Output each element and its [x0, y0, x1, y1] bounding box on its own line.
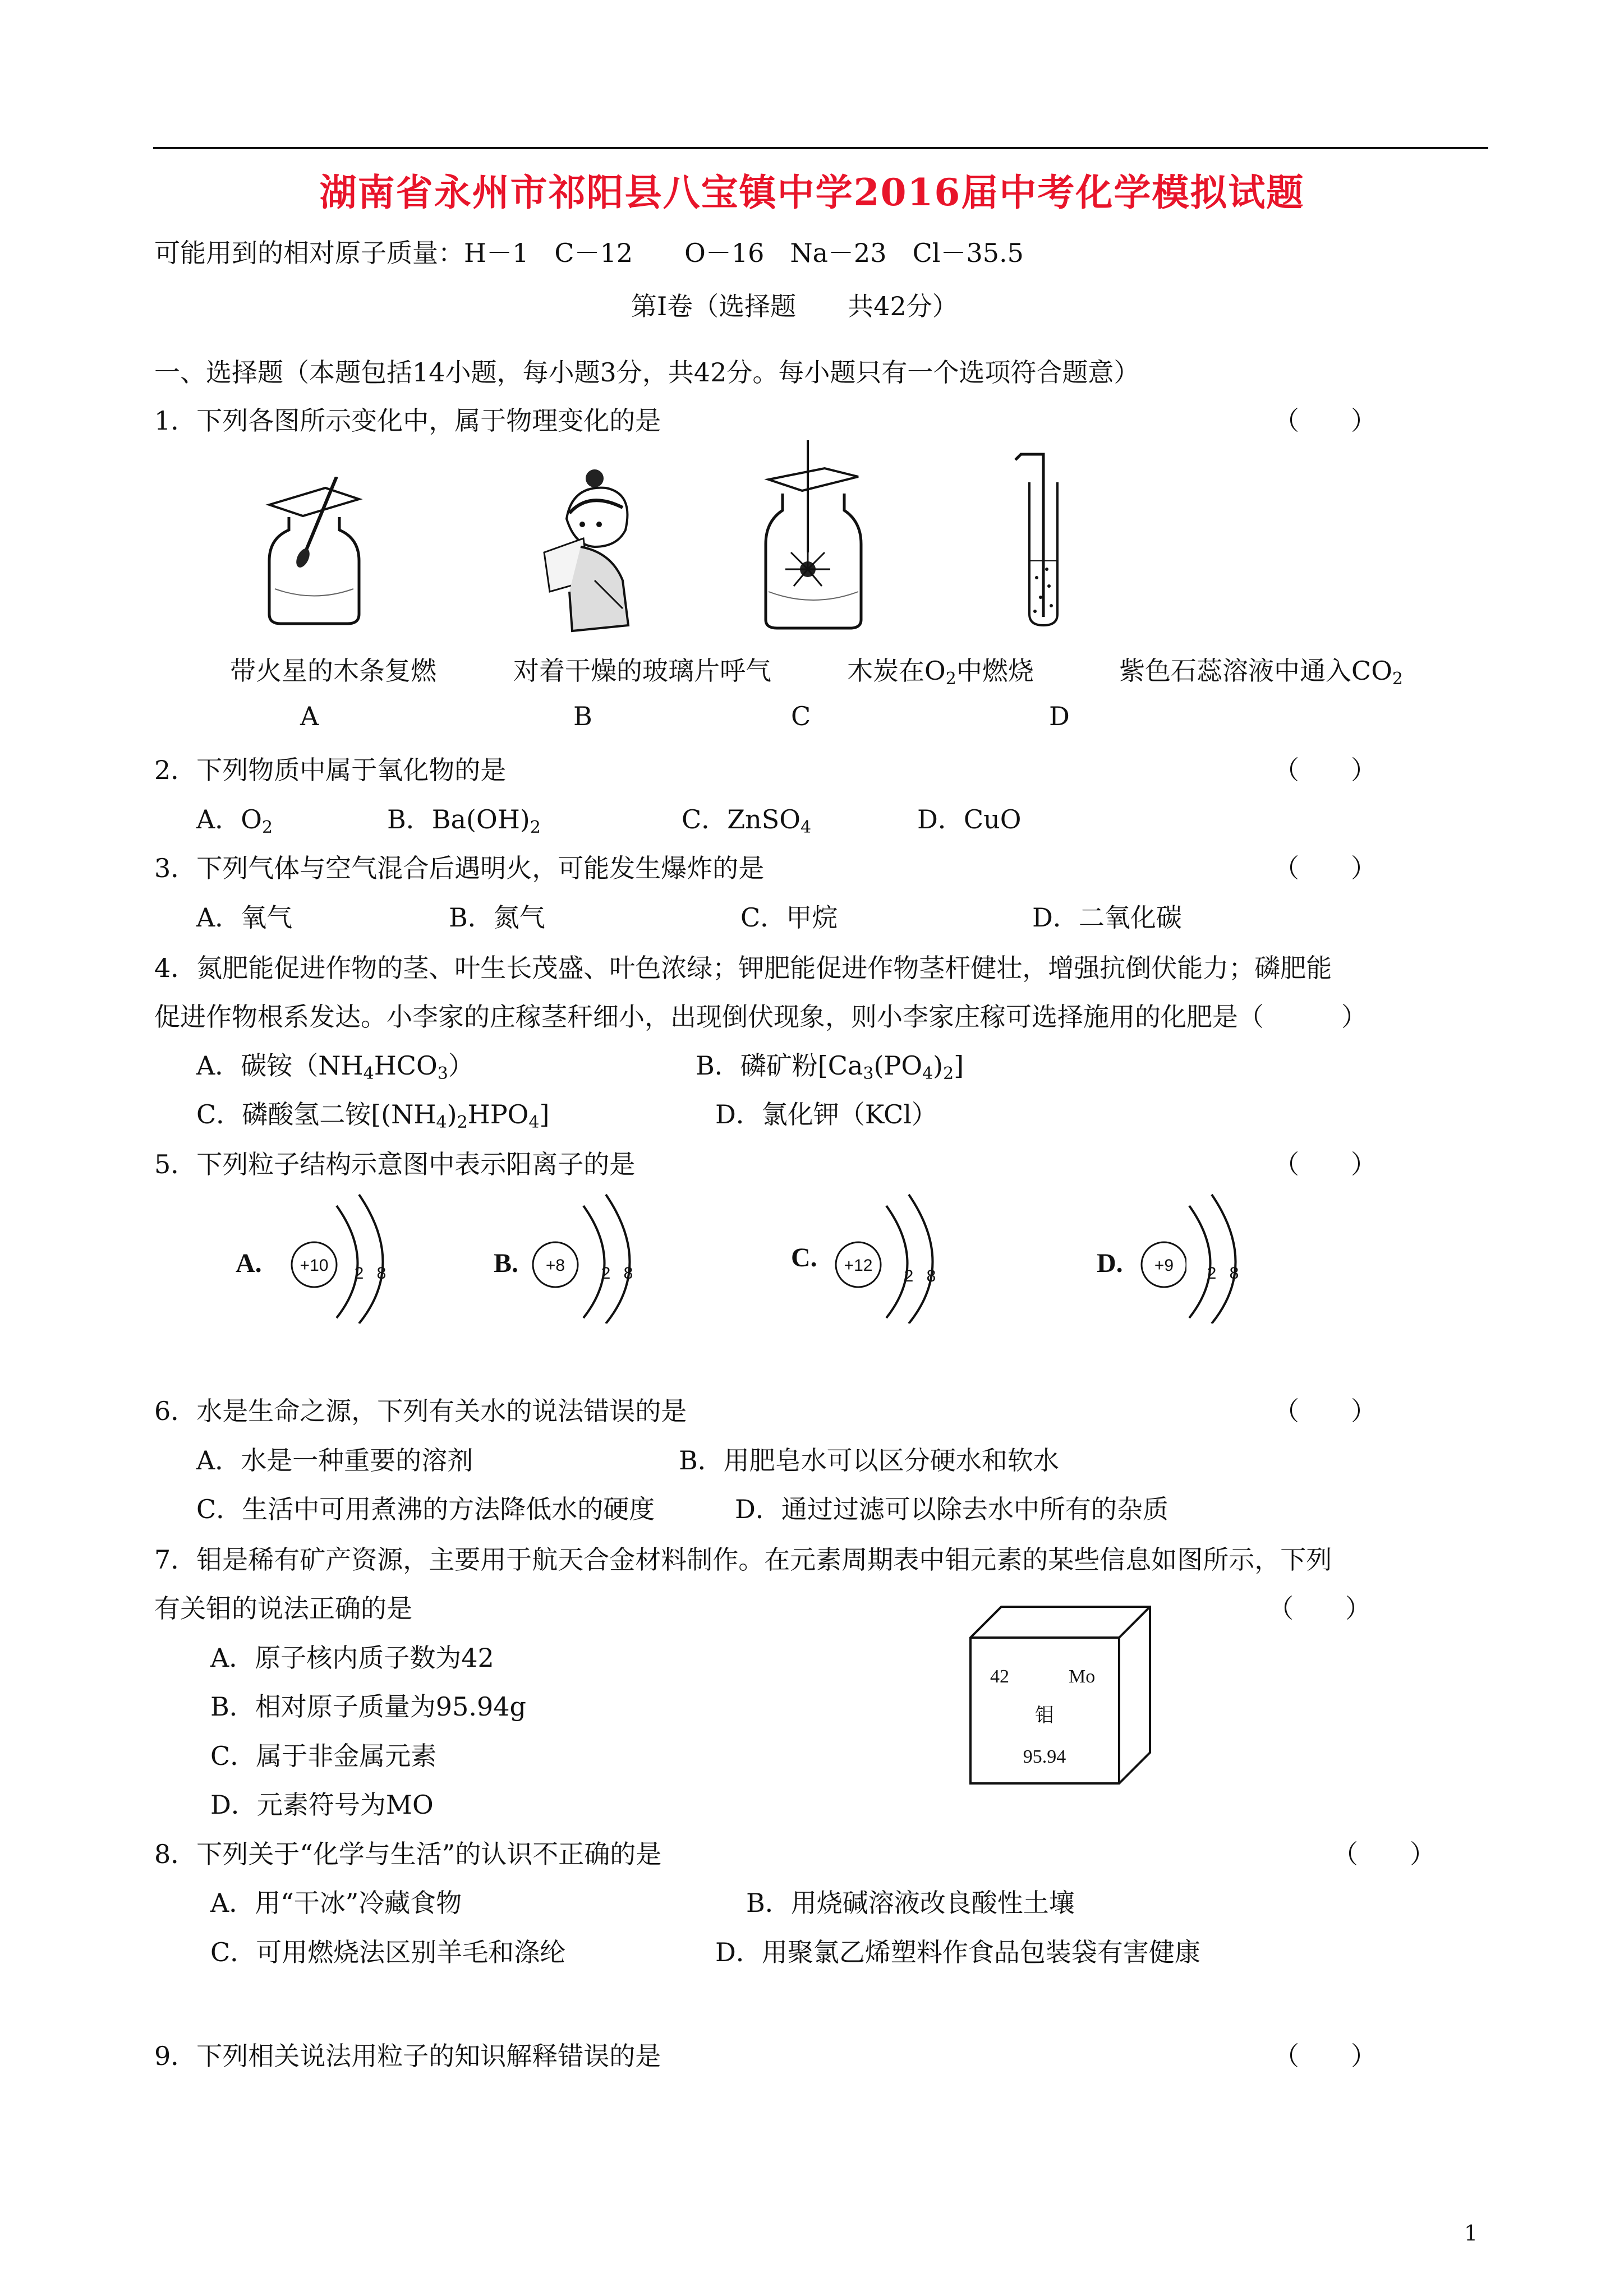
page-title: 湖南省永州市祁阳县八宝镇中学2016届中考化学模拟试题	[319, 170, 1305, 214]
svg-text:2: 2	[904, 1267, 914, 1285]
q6-option-d: D．通过过滤可以除去水中所有的杂质	[735, 1494, 1168, 1524]
q5-stem: 5．下列粒子结构示意图中表示阳离子的是	[154, 1149, 636, 1179]
q7-option-a: A．原子核内质子数为42	[210, 1643, 494, 1673]
svg-text:2: 2	[354, 1264, 364, 1283]
q4-option-b: B．磷矿粉$[Ca_3(PO_4)_2]$	[696, 1050, 964, 1084]
svg-text:D.: D.	[1097, 1248, 1123, 1278]
q5-atom-c-shells	[881, 1189, 954, 1324]
q1-caption-a: 带火星的木条复燃	[230, 656, 436, 686]
q5-answer-paren: （ ）	[1273, 1149, 1377, 1179]
q3-option-c: C．甲烷	[740, 902, 838, 933]
svg-text:C.: C.	[791, 1243, 817, 1273]
q3-option-d: D．二氧化碳	[1032, 902, 1182, 933]
svg-text:+9: +9	[1154, 1256, 1174, 1275]
q4-option-d: D．氯化钾（KCl）	[715, 1099, 937, 1129]
svg-text:+8: +8	[545, 1256, 565, 1275]
q5-atom-d-shells	[1184, 1189, 1257, 1324]
svg-text:Mo: Mo	[1069, 1666, 1096, 1687]
q8-option-b: B．用烧碱溶液改良酸性土壤	[746, 1888, 1075, 1918]
svg-text:+10: +10	[300, 1256, 329, 1275]
q1-stem: 1．下列各图所示变化中，属于物理变化的是	[154, 405, 661, 436]
q1-letter-a: A	[300, 701, 319, 731]
q1-caption-c: 木炭在$O_2$中燃烧	[847, 656, 1034, 689]
q6-answer-paren: （ ）	[1273, 1396, 1377, 1426]
q7-stem-line2: 有关钼的说法正确的是	[154, 1593, 412, 1624]
q7-option-d: D．元素符号为MO	[210, 1790, 434, 1820]
q7-option-c: C．属于非金属元素	[210, 1741, 437, 1771]
q2-option-a: A．$O_2$	[196, 804, 273, 837]
q8-option-a: A．用“干冰”冷藏食物	[210, 1888, 462, 1918]
svg-text:8: 8	[623, 1264, 633, 1283]
q8-option-c: C．可用燃烧法区别羊毛和涤纶	[210, 1937, 566, 1967]
q1-answer-paren: （ ）	[1273, 405, 1377, 436]
q6-option-c: C．生活中可用煮沸的方法降低水的硬度	[196, 1494, 655, 1524]
q8-answer-paren: （ ）	[1332, 1839, 1436, 1869]
q2-answer-paren: （ ）	[1273, 755, 1377, 785]
svg-text:8: 8	[376, 1264, 387, 1283]
q8-stem: 8．下列关于“化学与生活”的认识不正确的是	[154, 1839, 662, 1869]
q5-atom-d	[1097, 1189, 1186, 1324]
q6-option-a: A．水是一种重要的溶剂	[196, 1445, 473, 1476]
q5-atom-b	[494, 1189, 583, 1324]
svg-text:2: 2	[1207, 1264, 1217, 1283]
q3-option-a: A．氧气	[196, 902, 293, 933]
q4-stem-line2: 促进作物根系发达。小李家的庄稼茎秆细小，出现倒伏现象，则小李家庄稼可选择施用的化肥是（ ）	[154, 1002, 1367, 1032]
q7-answer-paren: （ ）	[1268, 1593, 1371, 1624]
svg-text:2: 2	[601, 1264, 611, 1283]
q1-letter-c: C	[791, 701, 811, 731]
svg-text:8: 8	[926, 1267, 936, 1285]
q4-stem-line1: 4．氮肥能促进作物的茎、叶生长茂盛、叶色浓绿；钾肥能促进作物茎杆健壮，增强抗倒伏能力；磷肥能	[154, 953, 1332, 983]
q1-caption-d: 紫色石蕊溶液中通入$CO_2$	[1119, 656, 1404, 689]
q2-option-b: B．$Ba(OH)_2$	[387, 804, 541, 837]
q8-option-d: D．用聚氯乙烯塑料作食品包装袋有害健康	[715, 1937, 1200, 1967]
q5-atom-b-shells	[578, 1189, 651, 1324]
q9-answer-paren: （ ）	[1273, 2041, 1377, 2071]
q3-answer-paren: （ ）	[1273, 853, 1377, 883]
q2-stem: 2．下列物质中属于氧化物的是	[154, 755, 507, 785]
q9-stem: 9．下列相关说法用粒子的知识解释错误的是	[154, 2041, 661, 2071]
q5-atom-c	[791, 1183, 886, 1318]
q1-caption-b: 对着干燥的玻璃片呼气	[513, 656, 771, 686]
header-rule	[153, 147, 1488, 149]
svg-text:8: 8	[1229, 1264, 1239, 1283]
q7-option-b: B．相对原子质量为95.94g	[210, 1691, 526, 1722]
svg-text:钼: 钼	[1035, 1705, 1054, 1726]
q5-atom-a-shells	[331, 1189, 404, 1324]
q2-option-d: D．CuO	[917, 804, 1022, 835]
q4-option-c: C．磷酸氢二铵$[(NH_4)_2HPO_4]$	[196, 1099, 550, 1132]
part-one-intro: 一、选择题（本题包括14小题，每小题3分，共42分。每小题只有一个选项符合题意）	[154, 357, 1140, 388]
q7-stem-line1: 7．钼是稀有矿产资源，主要用于航天合金材料制作。在元素周期表中钼元素的某些信息如图所示，下列	[154, 1545, 1332, 1575]
q1-figure-d-test-tube	[1010, 449, 1077, 628]
section-title: 第Ⅰ卷（选择题 共42分）	[631, 291, 958, 321]
q1-figure-c-charcoal-burning	[757, 440, 869, 631]
svg-text:A.: A.	[236, 1248, 262, 1278]
q6-option-b: B．用肥皂水可以区分硬水和软水	[679, 1445, 1059, 1476]
atomic-masses: 可能用到的相对原子质量：H－1 C－12 O－16 Na－23 Cl－35.5	[154, 238, 1024, 268]
svg-text:42: 42	[990, 1666, 1009, 1687]
q1-figure-a-jar-splint	[258, 477, 370, 628]
q1-letter-d: D	[1049, 701, 1070, 731]
q7-element-card	[968, 1604, 1153, 1789]
svg-text:B.: B.	[494, 1248, 519, 1278]
q3-option-b: B．氮气	[449, 902, 545, 933]
page-number: 1	[1464, 2221, 1478, 2246]
q4-option-a: A．碳铵$(NH_4HCO_3)$	[196, 1050, 474, 1084]
svg-text:95.94: 95.94	[1023, 1746, 1066, 1767]
q6-stem: 6．水是生命之源，下列有关水的说法错误的是	[154, 1396, 687, 1426]
svg-text:+12: +12	[844, 1256, 873, 1275]
q1-letter-b: B	[573, 701, 592, 731]
q2-option-c: C．ZnSO$_4$	[682, 804, 812, 837]
q3-stem: 3．下列气体与空气混合后遇明火，可能发生爆炸的是	[154, 853, 765, 883]
q1-figure-b-girl-breathing	[527, 468, 651, 637]
